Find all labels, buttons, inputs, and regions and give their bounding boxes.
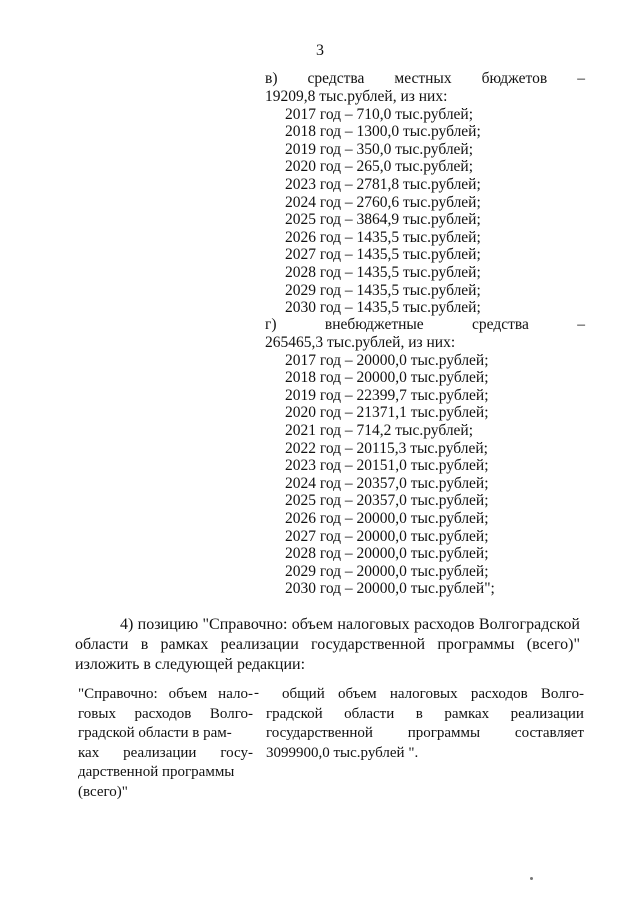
- table-cell-line: [78, 763, 253, 783]
- year-amount-line: 2017 год – 20000,0 тыс.рублей;: [285, 351, 489, 369]
- paragraph-word: "Справочно:: [202, 616, 288, 633]
- table-word: (всего)": [78, 783, 128, 800]
- paragraph-word: реализации: [220, 636, 299, 653]
- heading-word: –: [577, 316, 585, 333]
- year-amount-line: 2019 год – 350,0 тыс.рублей;: [285, 140, 474, 158]
- paragraph-4-line-3: изложить в следующей редакции:: [75, 656, 306, 673]
- year-amount-line: 2029 год – 1435,5 тыс.рублей;: [285, 281, 481, 299]
- year-amount-line: 2019 год – 22399,7 тыс.рублей;: [285, 386, 489, 404]
- local-budget-total: 19209,8 тыс.рублей, из них:: [265, 88, 448, 105]
- paragraph-word: в: [140, 636, 149, 653]
- table-cell-line: [266, 744, 584, 764]
- year-amount-line: 2018 год – 20000,0 тыс.рублей;: [285, 369, 489, 387]
- table-word: в: [415, 705, 423, 722]
- year-amount-line: 2027 год – 1435,5 тыс.рублей;: [285, 246, 481, 264]
- table-word: говых: [78, 705, 116, 722]
- extrabudgetary-section: [265, 316, 585, 598]
- table-word: реализации: [123, 744, 197, 761]
- year-amount-line: 2021 год – 714,2 тыс.рублей;: [285, 421, 474, 439]
- year-amount-line: 2030 год – 1435,5 тыс.рублей;: [285, 299, 481, 317]
- heading-word: средства: [472, 316, 529, 333]
- year-amount-line: 2030 год – 20000,0 тыс.рублей";: [285, 580, 495, 598]
- page-number: 3: [316, 42, 324, 59]
- year-amount-line: 2024 год – 2760,6 тыс.рублей;: [285, 193, 481, 211]
- year-amount-line: 2023 год – 2781,8 тыс.рублей;: [285, 175, 481, 193]
- table-word: области: [344, 705, 395, 722]
- table-cell-line: [78, 783, 253, 803]
- table-word: "Справочно:: [78, 686, 158, 702]
- year-amount-line: 2023 год – 20151,0 тыс.рублей;: [285, 457, 489, 475]
- table-cell-line: [78, 685, 253, 705]
- year-amount-line: 2024 год – 20357,0 тыс.рублей;: [285, 474, 489, 492]
- table-word: дарственной программы: [78, 764, 235, 780]
- table-word: градской области в рам-: [78, 725, 232, 741]
- paragraph-word: позицию: [137, 616, 199, 633]
- year-amount-line: 2026 год – 20000,0 тыс.рублей;: [285, 509, 489, 527]
- table-cell-line: [78, 705, 253, 725]
- table-word: составляет: [514, 725, 584, 741]
- year-amount-line: 2028 год – 20000,0 тыс.рублей;: [285, 545, 489, 563]
- scan-speck: [530, 877, 533, 880]
- heading-word: внебюджетные: [324, 316, 424, 333]
- year-amount-line: 2025 год – 3864,9 тыс.рублей;: [285, 211, 481, 229]
- extrabudgetary-total: 265465,3 тыс.рублей, из них:: [265, 334, 456, 351]
- table-word: градской: [266, 705, 323, 722]
- local-budget-years: [265, 106, 585, 317]
- paragraph-word: программы: [437, 636, 515, 653]
- year-amount-line: 2022 год – 20115,3 тыс.рублей;: [285, 439, 488, 457]
- extrabudgetary-years: [265, 352, 585, 598]
- table-word: налоговых: [389, 686, 458, 702]
- paragraph-word: рамках: [160, 636, 209, 653]
- table-word: расходов: [470, 686, 528, 702]
- year-amount-line: 2017 год – 710,0 тыс.рублей;: [285, 105, 474, 123]
- table-word: Волго-: [209, 705, 253, 722]
- table-cell-line: [266, 685, 584, 705]
- year-amount-line: 2028 год – 1435,5 тыс.рублей;: [285, 263, 481, 281]
- table-word: госу-: [220, 744, 253, 761]
- table-word: реализации: [510, 705, 584, 722]
- local-budget-heading: [265, 70, 585, 88]
- table-cell-line: [78, 724, 253, 744]
- heading-word: бюджетов: [481, 70, 548, 87]
- paragraph-word: 4): [120, 616, 134, 633]
- table-word: рамках: [444, 705, 490, 722]
- year-amount-line: 2020 год – 265,0 тыс.рублей;: [285, 158, 474, 176]
- paragraph-4-line-2: [75, 635, 580, 655]
- heading-word: в): [265, 70, 278, 87]
- year-amount-line: 2026 год – 1435,5 тыс.рублей;: [285, 228, 481, 246]
- table-cell-line: [266, 724, 584, 744]
- table-word: объем: [168, 686, 208, 702]
- table-word: нало-: [218, 686, 253, 702]
- table-word: общий: [282, 686, 325, 702]
- paragraph-word: (всего)": [526, 636, 580, 653]
- table-word: программы: [407, 725, 481, 741]
- year-amount-line: 2018 год – 1300,0 тыс.рублей;: [285, 123, 481, 141]
- heading-word: г): [265, 316, 277, 333]
- table-word: 3099900,0 тыс.рублей ".: [266, 744, 419, 761]
- heading-word: местных: [394, 70, 452, 87]
- heading-word: средства: [307, 70, 365, 87]
- table-word: объем: [337, 686, 377, 702]
- table-dash: -: [254, 685, 259, 701]
- year-amount-line: 2029 год – 20000,0 тыс.рублей;: [285, 562, 489, 580]
- year-amount-line: 2027 год – 20000,0 тыс.рублей;: [285, 527, 489, 545]
- paragraph-word: налоговых: [337, 616, 410, 633]
- extrabudgetary-heading: [265, 316, 585, 334]
- table-word: государственной: [266, 725, 373, 741]
- heading-word: –: [577, 70, 585, 87]
- table-cell-line: [266, 705, 584, 725]
- table-left-column: [78, 685, 253, 802]
- paragraph-word: государственной: [311, 636, 426, 653]
- table-word: расходов: [134, 705, 192, 722]
- table-right-column: [266, 685, 584, 763]
- table-word: Волго-: [540, 686, 584, 702]
- paragraph-word: объем: [291, 616, 334, 633]
- paragraph-4-line-1: [75, 615, 580, 635]
- table-word: ках: [78, 744, 100, 761]
- paragraph-word: Волгоградской: [478, 616, 580, 633]
- paragraph-word: расходов: [413, 616, 475, 633]
- year-amount-line: 2020 год – 21371,1 тыс.рублей;: [285, 404, 489, 422]
- local-budget-section: [265, 70, 585, 317]
- paragraph-word: области: [75, 636, 129, 653]
- table-cell-line: [78, 744, 253, 764]
- year-amount-line: 2025 год – 20357,0 тыс.рублей;: [285, 492, 489, 510]
- paragraph-4: [75, 615, 580, 675]
